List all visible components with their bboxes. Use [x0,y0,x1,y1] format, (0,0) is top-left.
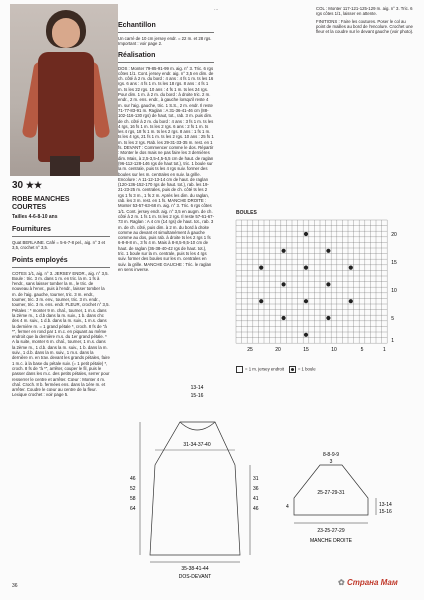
boule-dot [326,282,330,286]
manche-label: MANCHE DROITE [310,538,352,544]
boule-dot [304,232,308,236]
dos-devant-label: DOS-DEVANT [178,574,212,580]
x-tick-label: 20 [275,347,281,354]
legend-square-label: = 1 m. jersey endroit [245,366,285,372]
boules-chart [232,218,408,364]
x-tick-label: 10 [331,347,337,354]
fournitures-heading: Fournitures [12,226,51,233]
dd-hr-46: 46 [253,506,259,512]
x-tick-label: 1 [383,347,386,354]
pattern-schematics [120,380,410,580]
watermark-text: Страна Мам [346,578,398,587]
y-tick-label: 15 [391,259,397,266]
boule-dot [282,282,286,286]
column-left [12,226,110,400]
boule-dot [304,333,308,337]
y-tick-label: 10 [391,287,397,294]
dd-top-label-2: 15-16 [190,393,204,399]
boule-dot [259,266,263,270]
dd-top-label: 13-14 [190,385,204,391]
m-h-2: 15-16 [379,509,392,515]
m-h-1: 13-14 [379,502,392,508]
echantillon-heading: Echantillon [118,22,156,29]
dress [38,52,94,162]
pattern-number: 30 ★★ [12,180,43,191]
column-middle-right [214,6,312,201]
x-tick-label: 15 [303,347,309,354]
page-number: 36 [12,583,18,589]
dd-h-58: 58 [130,496,136,502]
boule-dot [326,316,330,320]
dd-bottom-label: 35-38-41-44 [181,566,209,572]
boule-dot [326,249,330,253]
realisation-heading: Réalisation [118,51,156,59]
boule-dot [349,266,353,270]
model-photo [10,4,118,176]
face [52,18,80,48]
dd-h-52: 52 [130,486,136,492]
dd-h-46: 46 [130,476,136,482]
fournitures-text: Quat BERLAINE. Café = 5-6-7-8 pel., aig. n° 3 et 3,5, crochet n° 3,5. [12,240,106,251]
watermark-flower: ✿ [338,578,345,587]
y-tick-label: 20 [391,231,397,238]
divider [12,236,110,237]
watermark [338,578,398,587]
dd-hr-41: 41 [253,496,259,502]
echantillon-text: Un carré de 10 cm jersey endr. = 22 m. et 28 rgs. Important : voir page 2. [118,36,212,47]
square-symbol [236,366,243,373]
divider [118,62,214,63]
dd-h-64: 64 [130,506,136,512]
neckline [180,422,215,430]
dd-width-label: 31-34-37-40 [183,442,211,448]
boule-dot [304,266,308,270]
legend-dot-label: = 1 boule [297,366,316,372]
dd-hr-31: 31 [253,476,259,482]
m-bottom-label: 23-25-27-29 [317,528,345,534]
chart-legend [236,366,316,373]
points-text: COTES 1/1, aig. n° 3. JERSEY ENDR., aig. n° 3,5. Boule : tric. 3 m. dans 1 m. en tric. la m. 1 fs à l'endr., sans laisser tomber la m., le tric. de nouveau à l'envr., puis à l'endr., laisser tomber la m. de l'aig. gauche, tourner, tric. 3 m. endr., tourner, tric. 3 m. env., tourner, tric. 3 m. endr., tourner, tric. 3 m. ens. endr. FLEUR, crochet n° 3,5. Pétales : * monter 9 m. chaî., tourner, 1 m.s. dans la 2ème m., 1 d.b dans la m. suiv., 1 b. dans chc des 4 m. suiv., 1 d.b. dans la m. suiv., 1 m.s. dans la dernière m. = 1 grand pétale *, croch. 8 fs de "à *", fermer en rond par 1 m.c. en piquant au même endroit que la dernière m.s. du 1er grand pétale. * A la suite, monter 6 m. chaî., tourner, 1 m.s. dans la 2ème m., 1 d.b. dans la m. suiv., 1 b. dans la m. suiv., 1 d.b. dans la m. suiv., 1 m.s. dans la dernière m. en trav. devant les grands pétales, faire 1 m.c. à la base du pétale suiv. (= 1 petit pétale) *, croch. 8 fs de "à *", arrêter, couper le fil, puis le passer dans les m.c. des petits pétales, serrer pour resserrer le centre et arrêter. Cœur : Monter 4 m. chaî. Croch. 8 b. fermées ens. dans la 1ère m. et arrêter. Coudre le cœur au centre de la fleur. Lexique crochet : voir page 5. [12,270,110,398]
realisation-cont: … [214,6,219,11]
col-text: COL : Monter 117-121-125-129 m. aig. n° 3. Tric. 6 rgs côtes 1/1, laisser en attente. [316,6,413,17]
y-tick-label: 5 [391,315,394,322]
chart-title: BOULES [236,210,257,216]
divider [12,267,110,268]
dd-hr-36: 36 [253,486,259,492]
dot-symbol [289,366,296,373]
m-top-label-2: 3 [329,459,333,465]
boule-dot [349,299,353,303]
x-tick-label: 5 [360,347,364,354]
boule-dot [282,249,286,253]
boule-dot [282,316,286,320]
legs [50,156,80,176]
boule-dot [259,299,263,303]
divider [118,32,214,33]
boule-dot [304,299,308,303]
finitions-text: FINITIONS : Faire les coutures. Poser le col au point de mailles au bord de l'encolure. Crochet une fleur et la coudre sur le devant gauche (voir photo). [316,18,414,35]
pattern-title: ROBE MANCHES COURTES [12,196,70,211]
m-h-left: 4 [286,504,289,510]
difficulty-stars: ★★ [25,180,43,190]
column-right [316,6,414,36]
sizes: Tailles 4-6-8-10 ans [12,214,58,220]
x-tick-label: 25 [247,347,253,354]
points-heading: Points employés [12,256,68,264]
y-tick-label: 1 [391,338,394,345]
m-width-label: 25-27-29-31 [317,490,345,496]
realisation-text: DOS : Monter 79-85-91-99 m. aig. n° 3. Tric. 6 rgs côtes 1/1. Cont. jersey endr. aig. n° 3,5 en dim. de ch. côté à 2 m. du bord : 4 ans : 4 fs 1 m. ts les 16 rgs. 6 ans : 4 fs 1 m. ts les 18 rgs. 8 ans : 4 fs 1 m. ts les 22 rgs. 10 ans : 4 fs 1 m. ts les 24 rgs. Pour dim. 1 m. à 2 m. du bord : à droite tric. 2 m. endr., 2 m. ens. endr., à gauche lorsqu'il reste 4 m. sur l'aig. gauche, tric. 1 S.S., 2 m. endr. Il reste 71-77-83-91 m. Raglan : A 31-36-41-46 cm (88-102-116-130 rgs) de haut, tot., rab. 3 m. puis dim. de ch. côté à 2 m. du bord : 4 ans : 3 fs 1 m. ts les 4 rgs, 16 fs 1 m. ts les 2 rgs. 6 ans : 2 fs 1 m. ts les 4 rgs, 18 fs 1 m. ts les 2 rgs. 8 ans : 1 fs 1 m. ts les 4 rgs, 21 fs 1 m. ts les 2 rgs. 10 ans : 25 fs 1 m. ts les 2 rgs. Rab. les 29-31-33-35 m. rest. en 1 fs. DEVANT : Commencer comme le dos. Répartir : Monter le dos mais ne pas faire les 3 dernières dim. Mais, à 2,5-3,5-4,5-5,5 cm de haut. de raglan (96-112-128-146 rgs de haut tot.), tric. 1 boule sur la m. centrale, puis ts les 4 rgs suiv. former des boules sur les m. centrales en suiv. la grille. Encolure : A 11-12-13-14 cm de haut. de raglan (120-136-152-170 rgs de haut. tot.), rab. les 19-21-23-25 m. centrales, puis de ch. côté ts les 2 rgs 1 fs 3 m., 1 fs 2 m. Après les dim. du raglan, rab. les 3 m. rest. en 1 fs. MANCHE DROITE : Monter 53-57-63-68 m. aig. n° 3. Tric. 6 rgs côtes 1/1. Cont. jersey endr. aig. n° 3,5 en augm. de ch. côté à 2 m. 1 fs 1 m. ts les 2 rgs. Il reste 57-61-67-73 m. Raglan : A 4 cm (14 rgs) de haut. tot., rab. 3 m. de ch. côté, puis dim. à 2 m. du bord à droite comme au devant et simultanément à gauche comme au dos, puis rab. à droite ts les 2 rgs 1 fs 6-8-8-8 m., 3 fs 4 m. Mais à 8-8,5-9,5-10 cm de haut. de raglan (36-38-40-42 rgs de haut. tot.), tric. 1 boule sur la m. centrale, puis ts les 4 rgs suiv. former des boules sur les m. centrales en suiv. la grille. MANCHE GAUCHE : Tric. le raglan en sens inverse. [118,65,214,272]
m-top-label: 8-8-9-9 [322,452,340,458]
column-middle [118,22,214,348]
